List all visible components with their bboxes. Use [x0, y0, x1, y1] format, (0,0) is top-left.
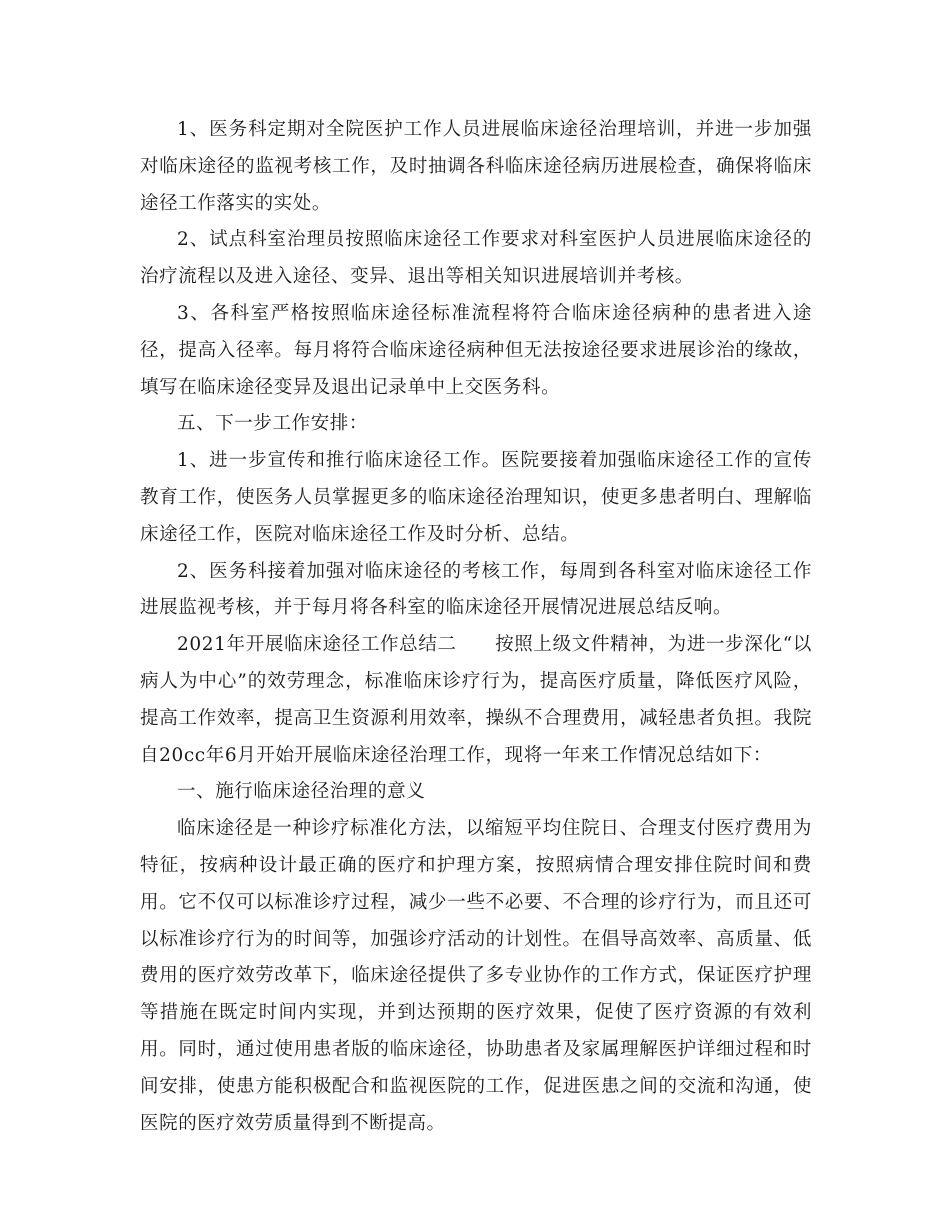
paragraph-summary-two-intro: 2021年开展临床途径工作总结二 按照上级文件精神，为进一步深化“以病人为中心”的效劳理念，标准临床诊疗行为，提高医疗质量，降低医疗风险，提高工作效率，提高卫生资源利用效率，操纵不合理费用，减轻患者负担。我院自20cc年6月开始开展临床途径治理工作，现将一年来工作情况总结如下：: [140, 634, 812, 766]
section-heading-significance: 一、施行临床途径治理的意义: [177, 781, 426, 803]
paragraph-promotion: 1、进一步宣传和推行临床途径工作。医院要接着加强临床途径工作的宣传教育工作，使医务人员掌握更多的临床途径治理知识，使更多患者明白、理解临床途径工作，医院对临床途径工作及时分析、总结。: [140, 450, 812, 545]
paragraph-clinical-pathway-definition: 临床途径是一种诊疗标准化方法，以缩短平均住院日、合理支付医疗费用为特征，按病种设计最正确的医疗和护理方案，按照病情合理安排住院时间和费用。它不仅可以标准诊疗过程，减少一些不必要、不合理的诊疗行为，而且还可以标准诊疗行为的时间等，加强诊疗活动的计划性。在倡导高效率、高质量、低费用的医疗效劳改革下，临床途径提供了多专业协作的工作方式，保证医疗护理等措施在既定时间内实现，并到达预期的医疗效果，促使了医疗资源的有效利用。同时，通过使用患者版的临床途径，协助患者及家属理解医护详细过程和时间安排，使患方能积极配合和监视医院的工作，促进医患之间的交流和沟通，使医院的医疗效劳质量得到不断提高。: [140, 818, 812, 1134]
paragraph-training-supervision: 1、医务科定期对全院医护工作人员进展临床途径治理培训，并进一步加强对临床途径的监视考核工作，及时抽调各科临床途径病历进展检查，确保将临床途径工作落实的实处。: [140, 119, 812, 214]
paragraph-admission-rate: 3、各科室严格按照临床途径标准流程将符合临床途径病种的患者进入途径，提高入径率。每月将符合临床途径病种但无法按途径要求进展诊治的缘故，填写在临床途径变异及退出记录单中上交医务科。: [140, 302, 812, 398]
paragraph-assessment: 2、医务科接着加强对临床途径的考核工作，每周到各科室对临床途径工作进展监视考核，并于每月将各科室的临床途径开展情况进展总结反响。: [140, 560, 812, 619]
document-body: [140, 112, 812, 1142]
paragraph-pilot-department-training: 2、试点科室治理员按照临床途径工作要求对科室医护人员进展临床途径的治疗流程以及进入途径、变异、退出等相关知识进展培训并考核。: [140, 229, 812, 288]
section-heading-next-steps: 五、下一步工作安排：: [177, 413, 369, 435]
